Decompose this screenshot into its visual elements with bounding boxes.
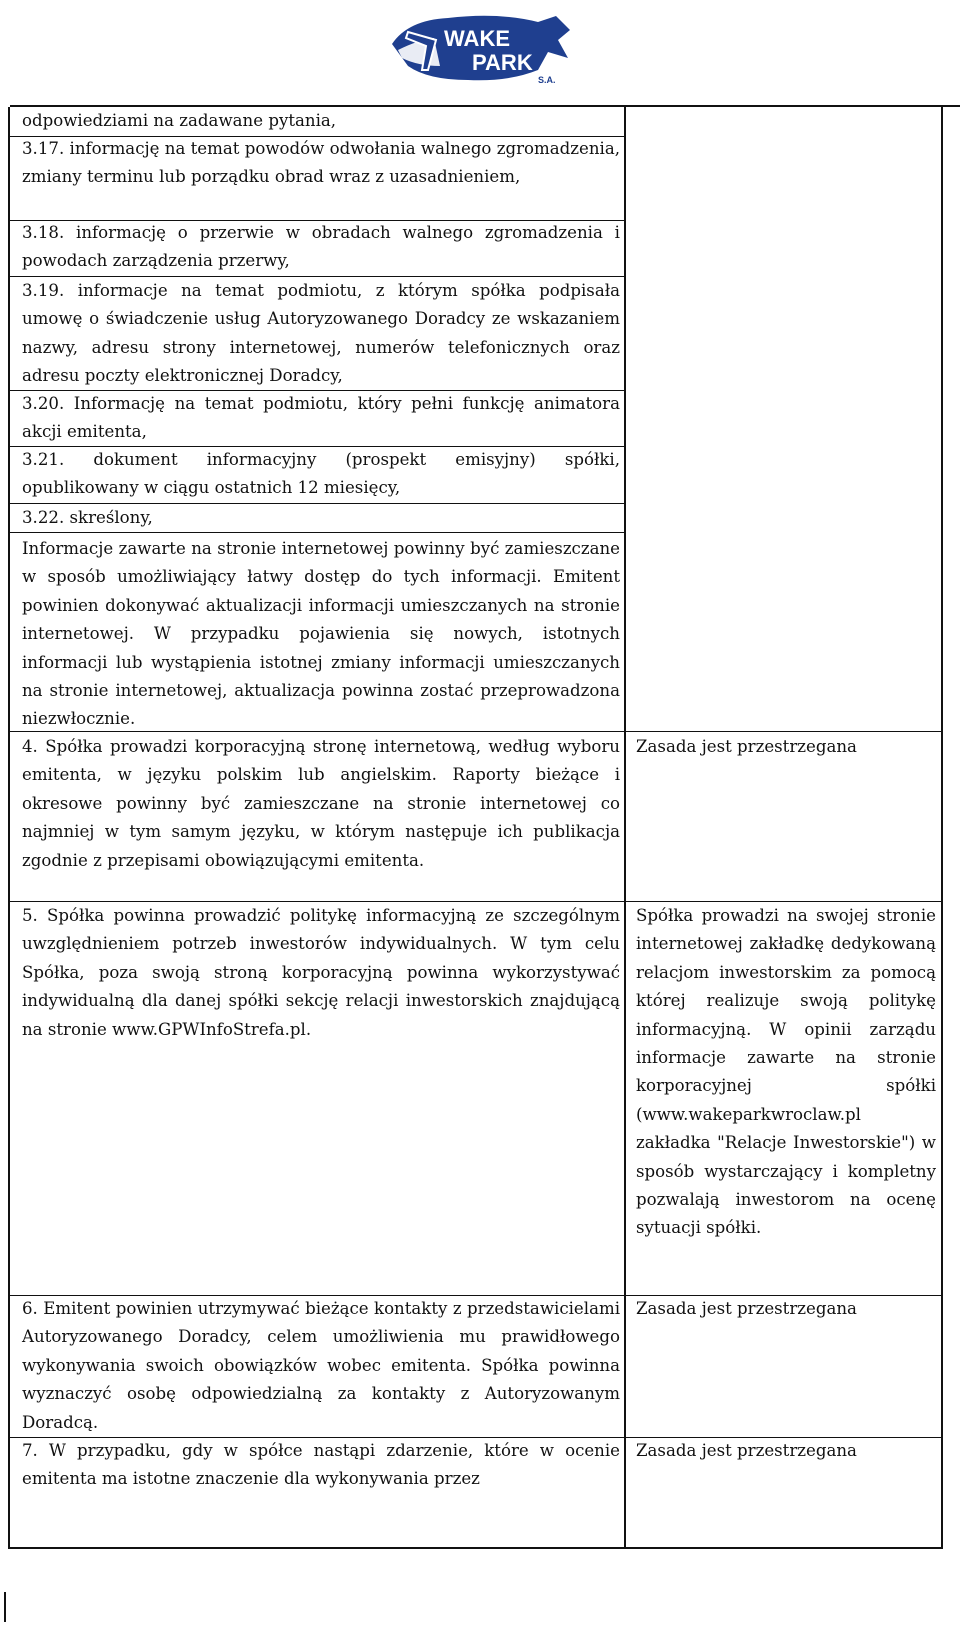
clause-6-status: Zasada jest przestrzegana [636,1299,857,1318]
clause-3-18: 3.18. informację o przerwie w obradach walnego zgromadzenia i powodach zarządzenia przerwy, [22,223,620,271]
margin-mark [4,1592,6,1622]
logo-word-park: PARK [472,50,533,75]
clause-4-status: Zasada jest przestrzegana [636,737,857,756]
clause-7-status: Zasada jest przestrzegana [636,1441,857,1460]
clause-text: odpowiedziami na zadawane pytania, [22,111,337,130]
wakepark-logo [388,10,574,86]
clause-3-17: 3.17. informację na temat powodów odwołania walnego zgromadzenia, zmiany terminu lub porządku obrad wraz z uzasadnieniem, [22,139,620,187]
governance-table [8,107,943,1549]
clause-5: 5. Spółka powinna prowadzić politykę informacyjną ze szczególnym uwzględnieniem potrzeb inwestorów indywidualnych. W tym celu Spółka, poza swoją stroną korporacyjną powinna wykorzystywać indywidualną dla danej spółki sekcję relacji inwestorskich znajdującą na stronie www.GPWInfoStrefa.pl. [22,906,620,1039]
clause-3-21: 3.21. dokument informacyjny (prospekt emisyjny) spółki, opublikowany w ciągu ostatnich 12 miesięcy, [22,450,620,498]
column-divider [624,107,626,1547]
clause-3-22: 3.22. skreślony, [22,508,153,527]
clause-6: 6. Emitent powinien utrzymywać bieżące kontakty z przedstawicielami Autoryzowanego Doradcy, celem umożliwienia mu prawidłowego wykonywania swoich obowiązków wobec emitenta. Spółka powinna wyznaczyć osobę odpowiedzialną za kontakty z Autoryzowanym Doradcą. [22,1299,620,1432]
clause-3-20: 3.20. Informację na temat podmiotu, który pełni funkcję animatora akcji emitenta, [22,394,620,442]
clause-5-status: Spółka prowadzi na swojej stronie internetowej zakładkę dedykowaną relacjom inwestorskim za pomocą której realizuje swoją politykę informacyjną. W opinii zarządu informacje zawarte na stronie korporacyjnej spółki (www.wakeparkwroclaw.pl zakładka "Relacje Inwestorskie") w sposób wystarczający i kompletny pozwalają inwestorom na ocenę sytuacji spółki. [636,906,936,1238]
clause-4: 4. Spółka prowadzi korporacyjną stronę internetową, według wyboru emitenta, w języku polskim lub angielskim. Raporty bieżące i okresowe powinny być zamieszczane na stronie internetowej co najmniej w tym samym języku, w którym następuje ich publikacja zgodnie z przepisami obowiązującymi emitenta. [22,737,620,870]
logo-word-wake: WAKE [444,26,510,51]
logo-suffix: S.A. [538,75,556,85]
clause-7: 7. W przypadku, gdy w spółce nastąpi zdarzenie, które w ocenie emitenta ma istotne znaczenie dla wykonywania przez [22,1441,620,1489]
clause-website-info: Informacje zawarte na stronie internetowej powinny być zamieszczane w sposób umożliwiający łatwy dostęp do tych informacji. Emitent powinien dokonywać aktualizacji informacji umieszczanych na stronie internetowej. W przypadku pojawienia się nowych, istotnych informacji lub wystąpienia istotnej zmiany informacji umieszczanych na stronie internetowej, aktualizacja powinna zostać przeprowadzona niezwłocznie. [22,539,620,729]
clause-3-19: 3.19. informacje na temat podmiotu, z którym spółka podpisała umowę o świadczenie usług Autoryzowanego Doradcy ze wskazaniem nazwy, adresu strony internetowej, numerów telefonicznych oraz adresu poczty elektronicznej Doradcy, [22,281,620,386]
